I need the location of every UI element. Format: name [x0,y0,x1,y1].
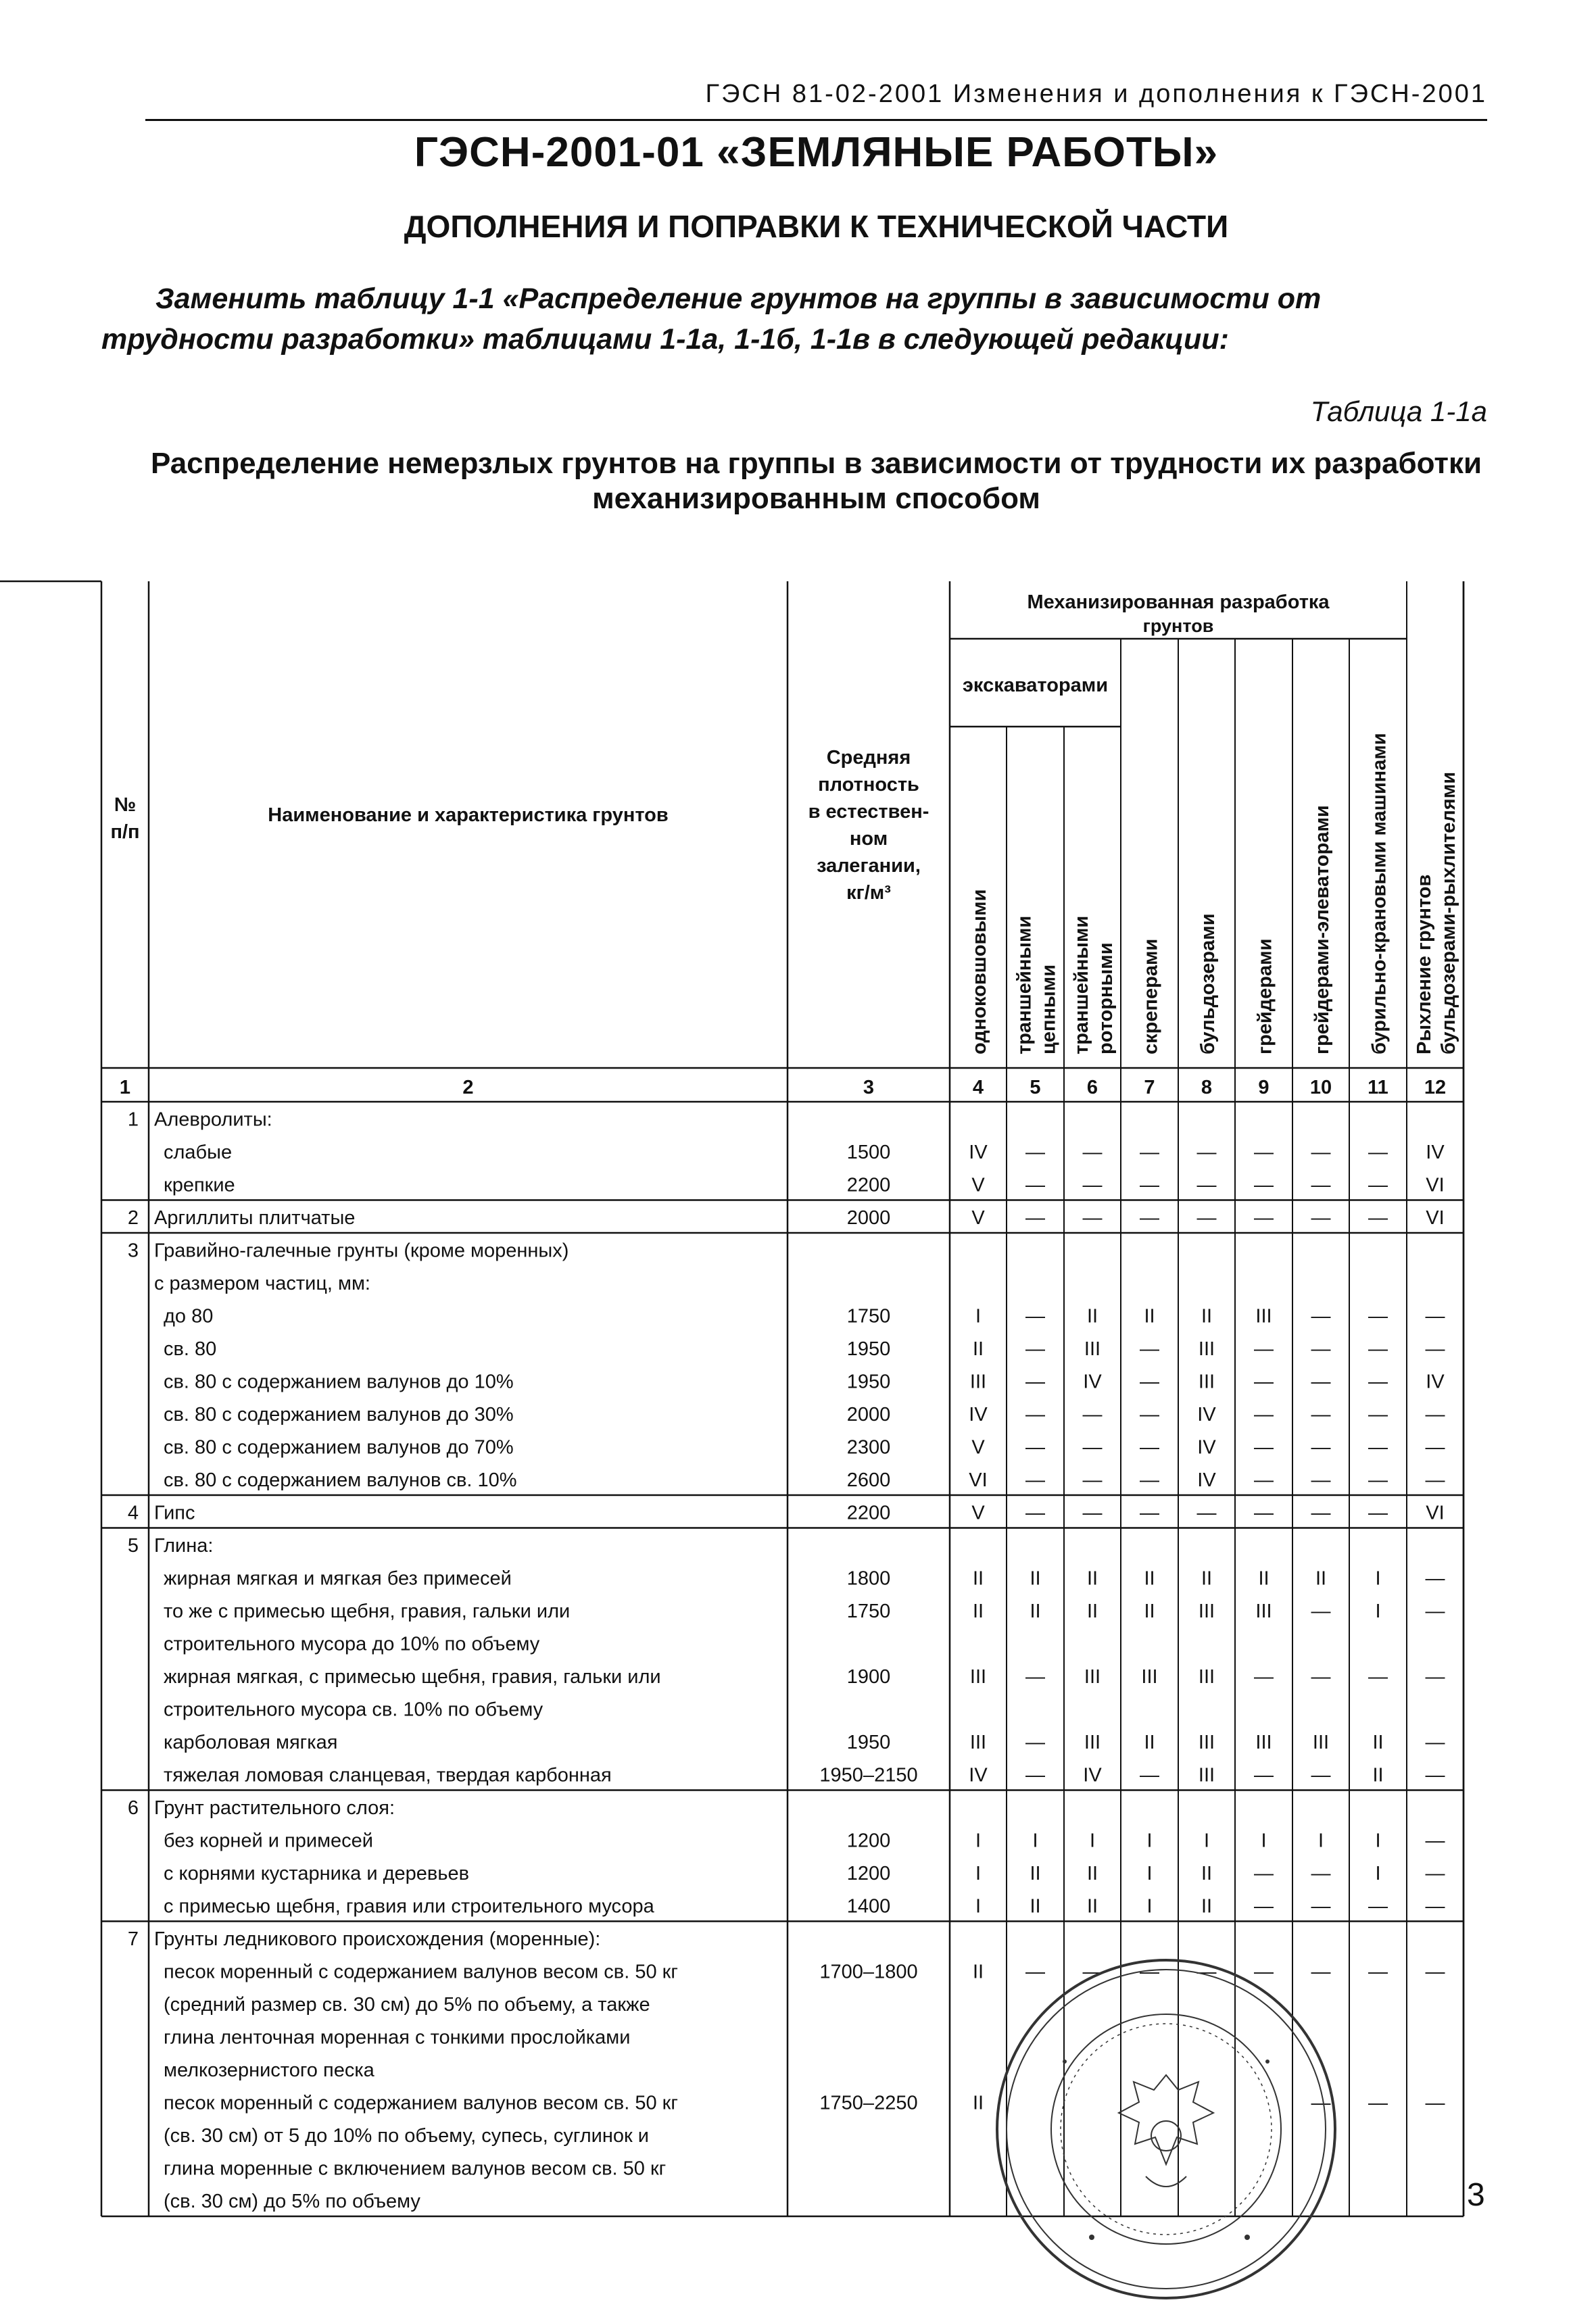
density-value: 1200 [846,1830,891,1852]
group-value: I [975,1895,982,1918]
group-value: — [1254,1764,1274,1786]
group-value: II [1201,1863,1213,1884]
group-value: I [975,1863,982,1884]
group-value: — [1311,1469,1331,1491]
header-mech-group-2: грунтов [1142,616,1214,636]
group-value: — [1425,1469,1445,1491]
group-value: — [1254,1502,1274,1524]
group-value: II [972,1601,984,1622]
column-number: 1 [119,1077,131,1098]
group-value: — [1140,1469,1159,1491]
soil-name: Аргиллиты плитчатые [154,1207,356,1229]
group-value: — [1425,1830,1445,1852]
group-value: I [1261,1830,1267,1852]
group-value: II [1030,1863,1041,1884]
group-value: I [1375,1830,1381,1852]
group-value: IV [1197,1436,1216,1459]
density-value: 1800 [846,1567,891,1590]
density-value: 1750–2250 [819,2092,918,2114]
group-value: II [1144,1305,1155,1327]
group-value: IV [1197,1469,1216,1491]
group-value: — [1196,1174,1217,1196]
document-title: ГЭСН-2001-01 «ЗЕМЛЯНЫЕ РАБОТЫ» [414,129,1219,176]
group-value: V [971,1502,985,1524]
group-value: — [1368,1502,1388,1524]
soil-name: св. 80 с содержанием валунов до 70% [164,1436,514,1459]
soil-name: (св. 30 см) до 5% по объему [164,2191,420,2212]
group-value: — [1140,1436,1159,1459]
group-value: — [1025,1502,1045,1524]
row-number: 5 [127,1535,139,1557]
group-value: II [1201,1895,1213,1918]
group-value: — [1025,1666,1045,1688]
column-number: 9 [1258,1077,1269,1098]
header-excavators: экскаваторами [962,675,1109,696]
group-value: I [975,1305,982,1327]
header-col-10: грейдерами-элеваторами [1311,805,1333,1054]
header-col-6: траншейными [1071,915,1092,1054]
column-number: 7 [1144,1077,1155,1098]
column-number: 11 [1368,1077,1388,1098]
column-number: 5 [1030,1077,1041,1098]
group-value: — [1311,1305,1331,1327]
header-density: залегании, [817,855,921,877]
group-value: II [1372,1732,1384,1753]
group-value: — [1254,1404,1274,1425]
density-value: 1950 [846,1338,891,1360]
group-value: III [1198,1732,1215,1753]
group-value: III [1141,1666,1158,1688]
group-value: IV [1426,1371,1445,1393]
group-value: I [1032,1830,1038,1852]
group-value: — [1425,1305,1445,1327]
group-value: — [1311,1895,1331,1918]
soil-name: Грунт растительного слоя: [154,1797,395,1819]
column-number: 8 [1201,1077,1213,1098]
row-number: 4 [127,1502,139,1524]
soil-name: до 80 [164,1305,214,1327]
group-value: — [1311,1404,1331,1425]
soil-name: св. 80 с содержанием валунов до 10% [164,1371,514,1393]
group-value: IV [969,1142,988,1163]
group-value: — [1425,1961,1445,1983]
soil-name: то же с примесью щебня, гравия, гальки или [164,1601,571,1622]
group-value: II [972,1567,984,1590]
group-value: — [1311,1174,1331,1196]
density-value: 2600 [846,1469,891,1491]
density-value: 2200 [846,1502,891,1524]
soil-name: Гравийно-галечные грунты (кроме моренных) [154,1240,569,1262]
header-num: № [114,794,137,816]
group-value: — [1368,1895,1388,1918]
group-value: I [975,1830,982,1852]
group-value: III [1312,1732,1330,1753]
density-value: 1400 [846,1895,891,1918]
official-seal-stamp [990,1953,1342,2305]
group-value: — [1025,1404,1045,1425]
group-value: VI [1426,1502,1445,1524]
density-value: 1900 [846,1666,891,1688]
header-density: плотность [818,774,919,796]
group-value: — [1025,1142,1045,1163]
soil-name: с корнями кустарника и деревьев [164,1863,469,1884]
density-value: 1750 [846,1601,891,1622]
density-value: 1500 [846,1142,891,1163]
soil-name: (средний размер св. 30 см) до 5% по объему, а также [164,1994,650,2016]
group-value: II [1315,1567,1327,1590]
soil-name: глина моренные с включением валунов весом св. 50 кг [164,2158,667,2180]
group-value: VI [969,1469,988,1491]
running-header: ГЭСН 81-02-2001 Изменения и дополнения к ГЭСН-2001 [705,80,1487,108]
header-col-12: Рыхление грунтов [1413,874,1435,1054]
header-name: Наименование и характеристика грунтов [268,804,669,826]
group-value: II [972,1961,984,1983]
group-value: — [1311,1863,1331,1884]
group-value: — [1425,1895,1445,1918]
group-value: III [1084,1666,1101,1688]
group-value: — [1425,1666,1445,1688]
group-value: II [1372,1764,1384,1786]
group-value: III [969,1666,987,1688]
header-col-12: бульдозерами-рыхлителями [1438,771,1459,1054]
soil-name: слабые [164,1142,233,1163]
column-number: 6 [1086,1077,1098,1098]
group-value: III [1084,1732,1101,1753]
soil-name: глина ленточная моренная с тонкими прослойками [164,2026,631,2049]
row-number: 7 [127,1928,139,1950]
soil-name: тяжелая ломовая сланцевая, твердая карбонная [164,1764,612,1786]
group-value: IV [1083,1371,1102,1393]
group-value: I [1146,1863,1153,1884]
group-value: — [1254,1436,1274,1459]
group-value: — [1254,1469,1274,1491]
group-value: — [1368,1207,1388,1229]
density-value: 2000 [846,1207,891,1229]
density-value: 1950 [846,1371,891,1393]
header-density: Средняя [826,747,911,769]
group-value: — [1082,1207,1103,1229]
header-num: п/п [110,821,140,843]
group-value: — [1311,1666,1331,1688]
page-number: 3 [1467,2177,1485,2213]
header-col-11: бурильно-крановыми машинами [1368,733,1391,1054]
soil-name: песок моренный с содержанием валунов весом св. 50 кг [164,2092,678,2114]
group-value: III [1198,1764,1215,1786]
group-value: — [1082,1404,1103,1425]
density-value: 1950 [846,1732,891,1753]
soil-name: мелкозернистого песка [164,2060,374,2081]
group-value: — [1025,1764,1045,1786]
group-value: I [1375,1567,1381,1590]
group-value: III [1198,1338,1215,1360]
density-value: 2200 [846,1174,891,1196]
group-value: V [971,1436,985,1459]
soil-name: без корней и примесей [164,1830,373,1852]
group-value: IV [969,1404,988,1425]
group-value: — [1425,1338,1445,1360]
density-value: 1700–1800 [819,1961,918,1983]
group-value: — [1025,1732,1045,1753]
group-value: V [971,1174,985,1196]
group-value: — [1368,1142,1388,1163]
soil-name: песок моренный с содержанием валунов весом св. 50 кг [164,1961,678,1983]
group-value: — [1425,1567,1445,1590]
group-value: — [1082,1502,1103,1524]
row-number: 6 [127,1797,139,1819]
group-value: II [1144,1567,1155,1590]
group-value: — [1311,1961,1331,1983]
soil-name: Гипс [154,1502,195,1524]
group-value: — [1425,1732,1445,1753]
group-value: II [1144,1732,1155,1753]
group-value: — [1140,1338,1159,1360]
header-col-8: бульдозерами [1197,913,1219,1054]
group-value: — [1025,1436,1045,1459]
group-value: — [1368,1371,1388,1393]
header-col-7: скреперами [1140,938,1162,1054]
document-subtitle: ДОПОЛНЕНИЯ И ПОПРАВКИ К ТЕХНИЧЕСКОЙ ЧАСТИ [404,209,1229,244]
group-value: II [1086,1601,1098,1622]
soil-name: жирная мягкая и мягкая без примесей [164,1567,512,1590]
group-value: — [1196,1142,1217,1163]
header-density: кг/м³ [846,882,891,904]
soil-name: св. 80 с содержанием валунов до 30% [164,1404,514,1425]
group-value: VI [1426,1207,1445,1229]
group-value: — [1082,1142,1103,1163]
group-value: I [1375,1601,1381,1622]
group-value: — [1311,1338,1331,1360]
group-value: — [1368,1338,1388,1360]
group-value: III [1198,1371,1215,1393]
group-value: — [1311,1764,1331,1786]
group-value: — [1425,1863,1445,1884]
header-col-5: цепными [1038,964,1060,1054]
group-value: — [1025,1371,1045,1393]
group-value: II [1144,1601,1155,1622]
group-value: — [1082,1961,1103,1983]
soil-name: с примесью щебня, гравия или строительного мусора [164,1895,654,1918]
density-value: 1750 [846,1305,891,1327]
soil-name: строительного мусора св. 10% по объему [164,1699,543,1721]
group-value: II [1030,1601,1041,1622]
row-number: 1 [127,1108,139,1131]
group-value: II [1258,1567,1269,1590]
group-value: — [1425,2092,1445,2114]
group-value: — [1196,1502,1217,1524]
group-value: — [1140,1404,1159,1425]
soil-name: жирная мягкая, с примесью щебня, гравия, гальки или [164,1666,661,1688]
group-value: — [1082,1436,1103,1459]
header-density: в естествен- [808,801,929,823]
column-number: 12 [1424,1077,1447,1098]
header-mech-group: Механизированная разработка [1027,591,1330,613]
group-value: — [1140,1371,1159,1393]
group-value: — [1368,1469,1388,1491]
soil-name: св. 80 [164,1338,217,1360]
table-label: Таблица 1-1а [1310,395,1487,427]
group-value: — [1368,1305,1388,1327]
group-value: — [1368,1436,1388,1459]
group-value: IV [969,1764,988,1786]
group-value: — [1254,1895,1274,1918]
header-col-5: траншейными [1013,915,1036,1054]
group-value: — [1368,1666,1388,1688]
density-value: 1200 [846,1863,891,1884]
group-value: III [1084,1338,1101,1360]
group-value: — [1311,1601,1331,1622]
group-value: — [1311,1436,1331,1459]
row-number: 3 [127,1240,139,1262]
column-number: 2 [462,1077,474,1098]
group-value: III [969,1371,987,1393]
header-col-9: грейдерами [1254,938,1276,1054]
group-value: — [1311,1207,1331,1229]
group-value: — [1254,1863,1274,1884]
group-value: II [972,2092,984,2114]
group-value: II [1086,1567,1098,1590]
density-value: 2000 [846,1404,891,1425]
group-value: — [1025,1305,1045,1327]
group-value: — [1140,1207,1159,1229]
instruction-text: Заменить таблицу 1-1 «Распределение грунтов на группы в зависимости от трудности разработки» таблицами 1-1а, 1-1б, 1-1в в следующей редакции: [101,283,1322,356]
group-value: II [1201,1305,1213,1327]
group-value: — [1196,1961,1217,1983]
group-value: — [1196,1207,1217,1229]
group-value: — [1140,1174,1159,1196]
group-value: I [1089,1830,1096,1852]
group-value: — [1425,1601,1445,1622]
group-value: II [1086,1305,1098,1327]
group-value: — [1368,2092,1388,2114]
group-value: II [1030,1895,1041,1918]
group-value: — [1082,1469,1103,1491]
group-value: — [1025,1174,1045,1196]
soil-name: строительного мусора до 10% по объему [164,1633,540,1655]
column-number: 3 [863,1077,875,1098]
group-value: — [1254,1666,1274,1688]
header-col-4: одноковшовыми [969,889,990,1054]
group-value: — [1254,1142,1274,1163]
group-value: — [1082,1174,1103,1196]
group-value: III [1198,1666,1215,1688]
group-value: — [1368,1174,1388,1196]
group-value: II [1201,1567,1213,1590]
group-value: — [1140,1142,1159,1163]
group-value: I [1203,1830,1210,1852]
group-value: — [1025,1338,1045,1360]
column-number: 4 [972,1077,984,1098]
group-value: — [1311,1142,1331,1163]
group-value: — [1254,1961,1274,1983]
group-value: — [1368,1404,1388,1425]
group-value: III [1255,1305,1272,1327]
group-value: II [1086,1895,1098,1918]
group-value: — [1311,1371,1331,1393]
group-value: III [1198,1601,1215,1622]
group-value: — [1140,1502,1159,1524]
group-value: — [1425,1436,1445,1459]
row-number: 2 [127,1207,139,1229]
soil-name: (св. 30 см) от 5 до 10% по объему, супесь, суглинок и [164,2125,649,2147]
soil-name: с размером частиц, мм: [154,1273,370,1294]
group-value: — [1025,1207,1045,1229]
table-title: Распределение немерзлых грунтов на группы в зависимости от трудности их разработки механизированным способом [150,447,1482,515]
group-value: IV [1083,1764,1102,1786]
group-value: I [1146,1830,1153,1852]
group-value: — [1254,1207,1274,1229]
group-value: I [1375,1863,1381,1884]
header-density: ном [849,828,888,850]
group-value: II [1030,1567,1041,1590]
soil-name: Грунты ледникового происхождения (моренные): [154,1928,601,1950]
group-value: III [1255,1601,1272,1622]
soil-name: карболовая мягкая [164,1732,338,1753]
group-value: V [971,1207,985,1229]
header-col-6: роторными [1095,942,1117,1054]
group-value: — [1254,1174,1274,1196]
group-value: — [1025,1961,1045,1983]
group-value: IV [1426,1142,1445,1163]
group-value: II [1086,1863,1098,1884]
soil-name: св. 80 с содержанием валунов св. 10% [164,1469,517,1491]
group-value: I [1317,1830,1324,1852]
group-value: — [1254,1371,1274,1393]
group-value: VI [1426,1174,1445,1196]
group-value: — [1140,1961,1159,1983]
group-value: III [969,1732,987,1753]
soil-name: крепкие [164,1174,235,1196]
group-value: — [1425,1764,1445,1786]
group-value: — [1368,1961,1388,1983]
group-value: — [1254,1338,1274,1360]
group-value: IV [1197,1404,1216,1425]
density-value: 2300 [846,1436,891,1459]
group-value: — [1025,1469,1045,1491]
column-number: 10 [1309,1077,1332,1098]
group-value: — [1311,2092,1331,2114]
density-value: 1950–2150 [819,1764,918,1786]
group-value: — [1311,1502,1331,1524]
group-value: — [1140,1764,1159,1786]
group-value: — [1425,1404,1445,1425]
soil-name: Алевролиты: [154,1108,272,1131]
group-value: II [972,1338,984,1360]
group-value: III [1255,1732,1272,1753]
soil-name: Глина: [154,1535,214,1557]
group-value: I [1146,1895,1153,1918]
